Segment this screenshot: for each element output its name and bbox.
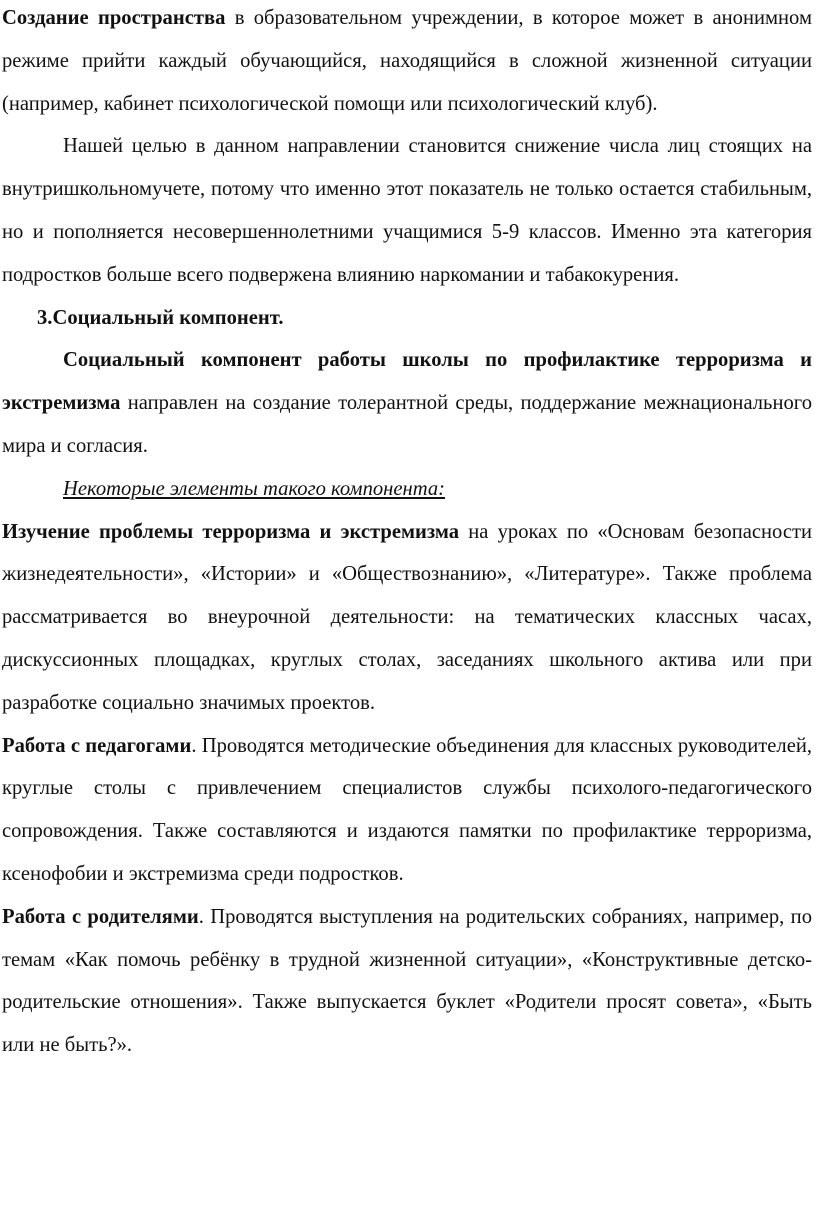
paragraph-parents <box>2 896 812 1067</box>
paragraph-teachers-text: . Проводятся методические объединения для классных руководителей, круглые столы с привлечением специалистов службы психолого-педагогического сопровождения. Также составляются и издаются памятки по профилактике терроризма, ксенофобии и экстремизма среди подростков. <box>2 734 812 885</box>
paragraph-social-component-text: направлен на создание толерантной среды, поддержание межнационального мира и согласия. <box>2 392 812 457</box>
paragraph-study-problem <box>2 511 812 725</box>
paragraph-safe-space-text: в образовательном учреждении, в которое может в анонимном режиме прийти каждый обучающийся, находящийся в сложной жизненной ситуации (например, кабинет психологической помощи или психологический клуб). <box>2 7 812 115</box>
paragraph-safe-space <box>2 0 812 125</box>
paragraph-goal-text: Нашей целью в данном направлении становится снижение числа лиц стоящих на внутришкольномучете, потому что именно этот показатель не только остается стабильным, но и пополняется несовершеннолетними учащимися 5-9 классов. Именно эта категория подростков больше всего подвержена влиянию наркомании и табакокурения. <box>2 135 812 286</box>
elements-subheading: Некоторые элементы такого компонента: <box>63 477 446 500</box>
paragraph-study-problem-lead: Изучение проблемы терроризма и экстремизма <box>2 520 460 543</box>
paragraph-parents-text: . Проводятся выступления на родительских собраниях, например, по темам «Как помочь ребёнку в трудной жизненной ситуации», «Конструктивные детско-родительские отношения». Также выпускается буклет «Родители просят совета», «Быть или не быть?». <box>2 905 812 1057</box>
paragraph-teachers <box>2 725 812 896</box>
paragraph-social-component <box>2 339 812 467</box>
paragraph-teachers-lead: Работа с педагогами <box>2 734 192 757</box>
paragraph-study-problem-text: на уроках по «Основам безопасности жизнедеятельности», «Истории» и «Обществознанию», «Литературе». Также проблема рассматривается во внеурочной деятельности: на тематических классных часах, дискуссионных площадках, круглых столах, заседаниях школьного актива или при разработке социально значимых проектов. <box>2 520 812 714</box>
paragraph-safe-space-lead: Создание пространства <box>2 7 226 29</box>
paragraph-parents-lead: Работа с родителями <box>2 905 199 928</box>
section-heading: 3.Социальный компонент. <box>37 306 284 329</box>
paragraph-social-component-lead: Социальный компонент работы школы по профилактике терроризма и экстремизма <box>2 349 812 415</box>
paragraph-goal <box>2 125 812 296</box>
